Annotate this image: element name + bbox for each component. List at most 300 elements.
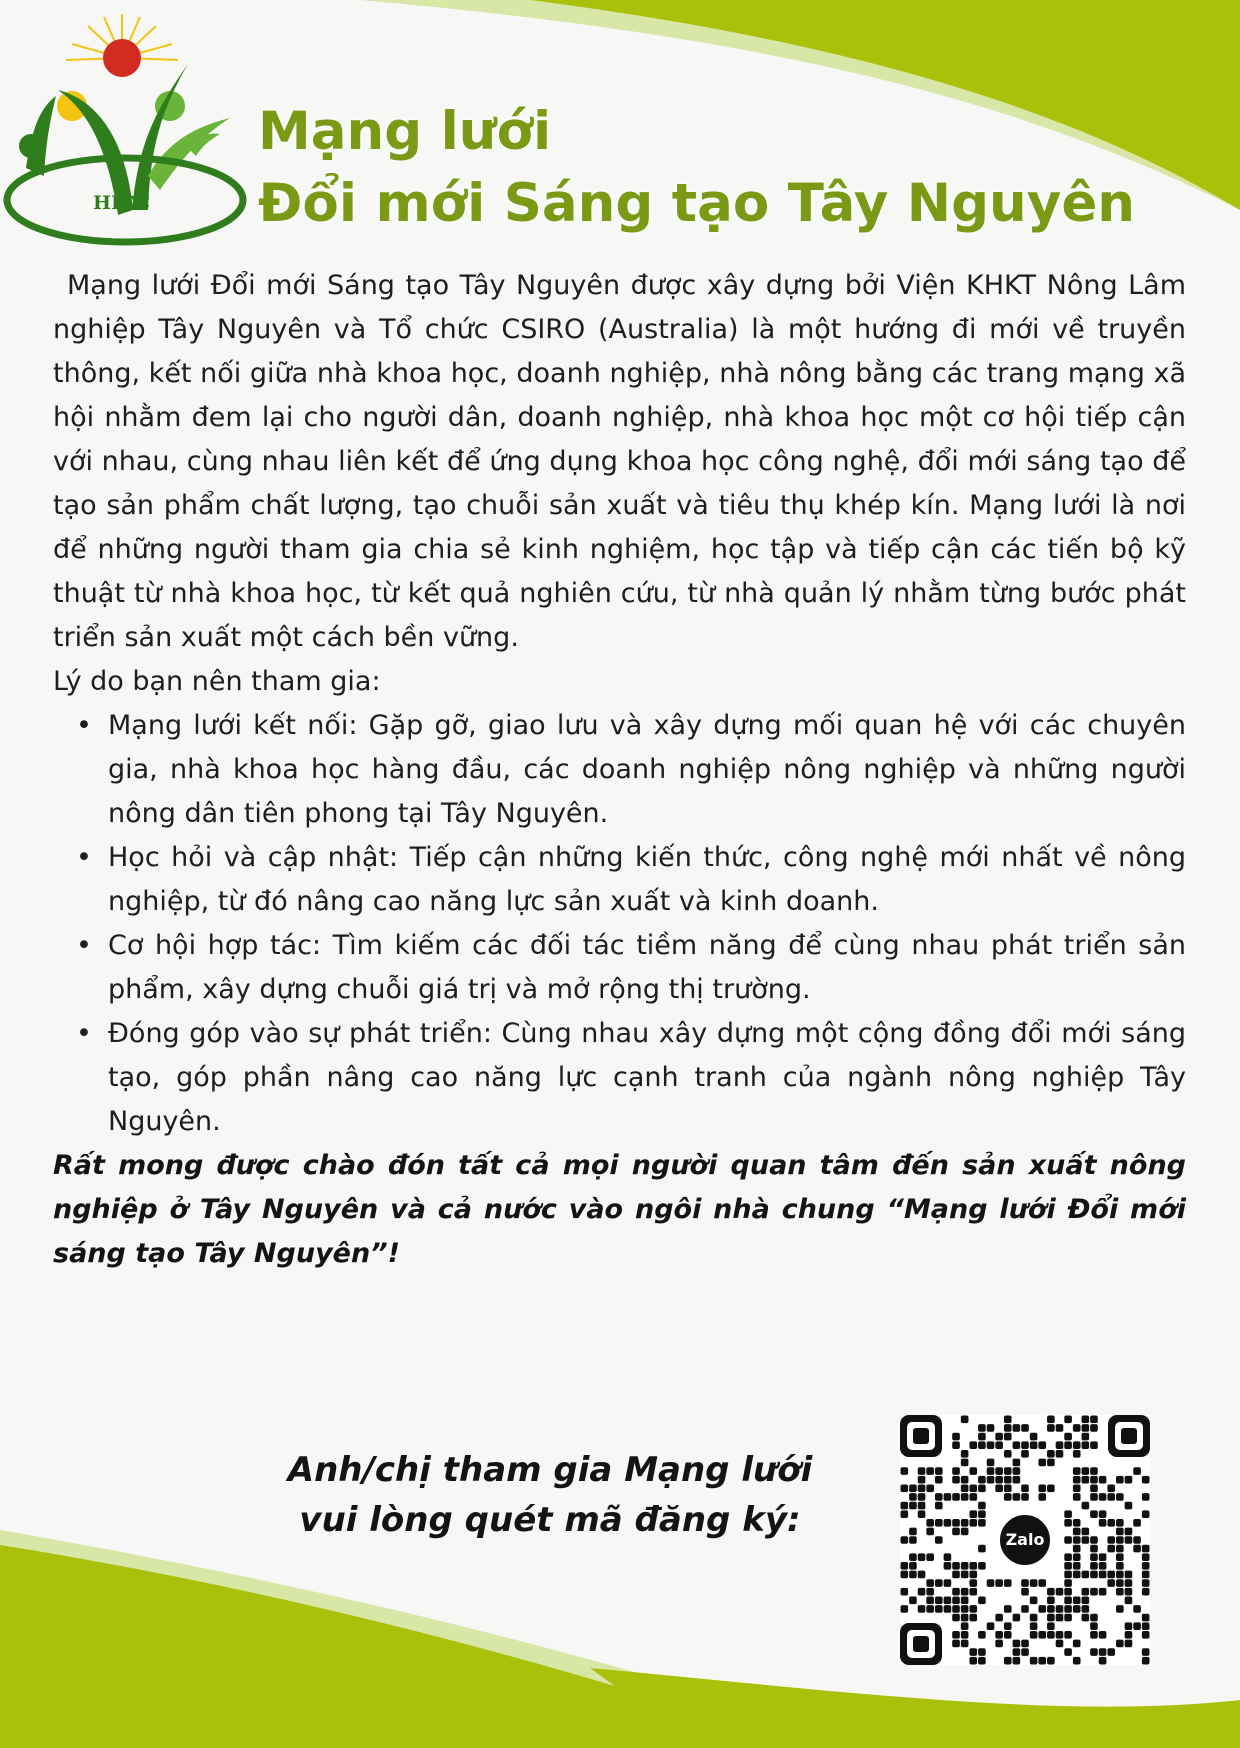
qr-module	[1073, 1597, 1081, 1605]
qr-module	[1030, 1657, 1038, 1665]
qr-module	[987, 1579, 995, 1587]
qr-module	[1047, 1631, 1055, 1639]
qr-module	[1013, 1467, 1021, 1475]
qr-module	[1073, 1476, 1081, 1484]
qr-module	[1099, 1476, 1107, 1484]
qr-module	[1073, 1528, 1081, 1536]
qr-module	[995, 1484, 1003, 1492]
qr-module	[952, 1467, 960, 1475]
qr-module	[1142, 1588, 1150, 1596]
qr-module	[935, 1519, 943, 1527]
qr-module	[1038, 1493, 1046, 1501]
qr-module	[1082, 1424, 1090, 1432]
qr-module	[918, 1467, 926, 1475]
qr-module	[1073, 1519, 1081, 1527]
qr-module	[1004, 1493, 1012, 1501]
qr-module	[1125, 1640, 1133, 1648]
qr-module	[978, 1502, 986, 1510]
qr-module	[1090, 1536, 1098, 1544]
qr-module	[1064, 1614, 1072, 1622]
qr-module	[1004, 1605, 1012, 1613]
qr-module	[918, 1605, 926, 1613]
qr-module	[1107, 1536, 1115, 1544]
qr-module	[909, 1502, 917, 1510]
qr-module	[918, 1476, 926, 1484]
qr-module	[1099, 1571, 1107, 1579]
qr-module	[1047, 1597, 1055, 1605]
qr-module	[1013, 1441, 1021, 1449]
qr-module	[918, 1571, 926, 1579]
qr-module	[1142, 1545, 1150, 1553]
qr-module	[969, 1588, 977, 1596]
qr-module	[987, 1424, 995, 1432]
qr-module	[1107, 1579, 1115, 1587]
qr-module	[1047, 1622, 1055, 1630]
qr-module	[961, 1631, 969, 1639]
qr-module	[926, 1597, 934, 1605]
qr-module	[1082, 1467, 1090, 1475]
qr-module	[1073, 1657, 1081, 1665]
qr-module	[1056, 1605, 1064, 1613]
qr-module	[1004, 1631, 1012, 1639]
qr-module	[1082, 1502, 1090, 1510]
qr-module	[1013, 1459, 1021, 1467]
qr-module	[1004, 1657, 1012, 1665]
qr-module	[935, 1579, 943, 1587]
title-line-2: Đổi mới Sáng tạo Tây Nguyên	[258, 173, 1136, 234]
qr-module	[969, 1562, 977, 1570]
qr-module	[926, 1553, 934, 1561]
qr-module	[1004, 1476, 1012, 1484]
qr-module	[1047, 1484, 1055, 1492]
qr-module	[969, 1614, 977, 1622]
qr-module	[1047, 1614, 1055, 1622]
qr-module	[1090, 1493, 1098, 1501]
qr-module	[901, 1571, 909, 1579]
title-line-1: Mạng lưới	[258, 101, 552, 162]
qr-module	[1064, 1433, 1072, 1441]
qr-module	[1107, 1648, 1115, 1656]
qr-module	[926, 1467, 934, 1475]
qr-module	[1064, 1441, 1072, 1449]
qr-module	[987, 1459, 995, 1467]
qr-module	[926, 1579, 934, 1587]
qr-module	[952, 1562, 960, 1570]
qr-module	[1021, 1648, 1029, 1656]
page-title	[258, 96, 1218, 240]
qr-module	[1064, 1562, 1072, 1570]
bullet-icon: •	[76, 710, 92, 741]
qr-module	[952, 1519, 960, 1527]
qr-module	[1021, 1484, 1029, 1492]
qr-module	[952, 1441, 960, 1449]
qr-module	[1082, 1433, 1090, 1441]
qr-module	[1116, 1579, 1124, 1587]
qr-module	[978, 1476, 986, 1484]
qr-module	[1082, 1597, 1090, 1605]
qr-module	[1116, 1605, 1124, 1613]
qr-module	[909, 1597, 917, 1605]
qr-module	[901, 1484, 909, 1492]
qr-module	[1090, 1476, 1098, 1484]
qr-module	[961, 1614, 969, 1622]
qr-module	[961, 1605, 969, 1613]
qr-module	[918, 1510, 926, 1518]
qr-module	[1090, 1510, 1098, 1518]
qr-module	[1073, 1605, 1081, 1613]
qr-module	[1125, 1502, 1133, 1510]
qr-module	[961, 1450, 969, 1458]
qr-module	[1056, 1614, 1064, 1622]
qr-module	[1142, 1648, 1150, 1656]
qr-module	[944, 1579, 952, 1587]
qr-module	[1142, 1571, 1150, 1579]
qr-module	[1142, 1510, 1150, 1518]
qr-module	[1125, 1476, 1133, 1484]
qr-module	[1125, 1588, 1133, 1596]
reasons-list	[53, 704, 1186, 1144]
qr-module	[1125, 1528, 1133, 1536]
qr-module	[961, 1622, 969, 1630]
intro-paragraph: Mạng lưới Đổi mới Sáng tạo Tây Nguyên được xây dựng bởi Viện KHKT Nông Lâm nghiệp Tây Nguyên và Tổ chức CSIRO (Australia) là một hướng đi mới về truyền thông, kết nối giữa nhà khoa học, doanh nghiệp, nhà nông bằng các trang mạng xã hội nhằm đem lại cho người dân, doanh nghiệp, nhà khoa học một cơ hội tiếp cận với nhau, cùng nhau liên kết để ứng dụng khoa học công nghệ, đổi mới sáng tạo để tạo sản phẩm chất lượng, tạo chuỗi sản xuất và tiêu thụ khép kín. Mạng lưới là nơi để những người tham gia chia sẻ kinh nghiệm, học tập và tiếp cận các tiến bộ kỹ thuật từ nhà khoa học, từ kết quả nghiên cứu, từ nhà quản lý nhằm từng bước phát triển sản xuất một cách bền vững.	[53, 270, 1186, 653]
qr-module	[1107, 1545, 1115, 1553]
qr-module	[918, 1588, 926, 1596]
qr-module	[1082, 1614, 1090, 1622]
qr-module	[1021, 1441, 1029, 1449]
qr-module	[1073, 1536, 1081, 1544]
qr-module	[961, 1416, 969, 1424]
qr-module	[1073, 1450, 1081, 1458]
qr-module	[1030, 1433, 1038, 1441]
cta-line-1: Anh/chị tham gia Mạng lưới	[287, 1450, 813, 1490]
list-item	[76, 924, 1186, 1012]
list-item-text: Đóng góp vào sự phát triển: Cùng nhau xây dựng một cộng đồng đổi mới sáng tạo, góp phần nâng cao năng lực cạnh tranh của ngành nông nghiệp Tây Nguyên.	[108, 1018, 1186, 1137]
qr-module	[1090, 1553, 1098, 1561]
qr-module	[1047, 1459, 1055, 1467]
qr-module	[969, 1648, 977, 1656]
qr-module	[952, 1476, 960, 1484]
qr-module	[961, 1459, 969, 1467]
qr-module	[961, 1640, 969, 1648]
qr-module	[1073, 1562, 1081, 1570]
qr-module	[909, 1553, 917, 1561]
qr-module	[1021, 1450, 1029, 1458]
list-item	[76, 836, 1186, 924]
qr-module	[1064, 1571, 1072, 1579]
qr-module	[969, 1493, 977, 1501]
qr-module	[1090, 1562, 1098, 1570]
qr-module	[987, 1476, 995, 1484]
qr-module	[909, 1536, 917, 1544]
qr-module	[987, 1467, 995, 1475]
qr-module	[1142, 1562, 1150, 1570]
qr-module	[1099, 1519, 1107, 1527]
qr-module	[926, 1484, 934, 1492]
qr-module	[901, 1502, 909, 1510]
qr-module	[1125, 1536, 1133, 1544]
qr-module	[1013, 1657, 1021, 1665]
qr-module	[1090, 1614, 1098, 1622]
qr-module	[1073, 1571, 1081, 1579]
qr-module	[926, 1528, 934, 1536]
list-item-text: Mạng lưới kết nối: Gặp gỡ, giao lưu và xây dựng mối quan hệ với các chuyên gia, nhà khoa học hàng đầu, các doanh nghiệp nông nghiệp và những người nông dân tiên phong tại Tây Nguyên.	[108, 710, 1186, 829]
qr-module	[995, 1433, 1003, 1441]
qr-module	[1047, 1605, 1055, 1613]
qr-module	[1073, 1545, 1081, 1553]
qr-module	[909, 1571, 917, 1579]
qr-module	[961, 1597, 969, 1605]
qr-module	[1038, 1631, 1046, 1639]
qr-module	[1090, 1588, 1098, 1596]
qr-module	[1116, 1545, 1124, 1553]
qr-module	[1133, 1605, 1141, 1613]
qr-module	[1030, 1614, 1038, 1622]
qr-module	[935, 1467, 943, 1475]
qr-module	[1099, 1631, 1107, 1639]
qr-module	[1107, 1484, 1115, 1492]
qr-module	[1021, 1579, 1029, 1587]
qr-module	[1073, 1467, 1081, 1475]
qr-module	[1030, 1441, 1038, 1449]
qr-module	[1125, 1631, 1133, 1639]
qr-module	[978, 1597, 986, 1605]
qr-module	[978, 1424, 986, 1432]
qr-module	[969, 1579, 977, 1587]
qr-module	[1125, 1579, 1133, 1587]
hicc-logo	[0, 0, 250, 250]
qr-module	[969, 1467, 977, 1475]
qr-finder-top-right	[1108, 1415, 1150, 1457]
qr-module	[935, 1536, 943, 1544]
qr-module	[995, 1631, 1003, 1639]
qr-module	[1047, 1450, 1055, 1458]
qr-module	[1107, 1493, 1115, 1501]
qr-module	[1004, 1467, 1012, 1475]
qr-module	[1090, 1484, 1098, 1492]
qr-module	[1064, 1519, 1072, 1527]
qr-module	[995, 1579, 1003, 1587]
qr-module	[978, 1648, 986, 1656]
qr-module	[944, 1605, 952, 1613]
qr-module	[1082, 1605, 1090, 1613]
body-content	[53, 264, 1186, 1276]
qr-module	[995, 1467, 1003, 1475]
qr-module	[1013, 1614, 1021, 1622]
qr-module	[1021, 1640, 1029, 1648]
qr-module	[1013, 1493, 1021, 1501]
qr-module	[1038, 1605, 1046, 1613]
qr-module	[935, 1597, 943, 1605]
qr-module	[1082, 1476, 1090, 1484]
qr-module	[1082, 1528, 1090, 1536]
qr-module	[909, 1493, 917, 1501]
qr-module	[987, 1622, 995, 1630]
qr-module	[952, 1493, 960, 1501]
qr-module	[1038, 1657, 1046, 1665]
qr-module	[969, 1484, 977, 1492]
qr-module	[1082, 1588, 1090, 1596]
qr-module	[1047, 1657, 1055, 1665]
qr-module	[1030, 1597, 1038, 1605]
qr-module	[1082, 1416, 1090, 1424]
qr-module	[1090, 1545, 1098, 1553]
qr-module	[978, 1631, 986, 1639]
qr-module	[1064, 1536, 1072, 1544]
qr-module	[961, 1484, 969, 1492]
qr-module	[1090, 1467, 1098, 1475]
qr-module	[952, 1433, 960, 1441]
list-item-text: Học hỏi và cập nhật: Tiếp cận những kiến thức, công nghệ mới nhất về nông nghiệp, từ đó nâng cao năng lực sản xuất và kinh doanh.	[108, 842, 1186, 917]
qr-module	[1090, 1424, 1098, 1432]
qr-module	[1116, 1536, 1124, 1544]
qr-module	[1047, 1588, 1055, 1596]
qr-module	[944, 1493, 952, 1501]
qr-module	[961, 1519, 969, 1527]
qr-module	[1073, 1640, 1081, 1648]
qr-module	[926, 1605, 934, 1613]
qr-module	[1056, 1441, 1064, 1449]
qr-module	[1090, 1622, 1098, 1630]
qr-module	[1073, 1484, 1081, 1492]
list-item	[76, 1012, 1186, 1144]
qr-module	[987, 1441, 995, 1449]
qr-module	[1004, 1579, 1012, 1587]
qr-module	[995, 1476, 1003, 1484]
qr-module	[961, 1588, 969, 1596]
qr-module	[1004, 1416, 1012, 1424]
qr-module	[961, 1528, 969, 1536]
qr-module	[952, 1631, 960, 1639]
qr-module	[952, 1614, 960, 1622]
bullet-icon: •	[76, 930, 92, 961]
qr-module	[1099, 1588, 1107, 1596]
qr-module	[901, 1510, 909, 1518]
qr-module	[1116, 1562, 1124, 1570]
qr-module	[1116, 1640, 1124, 1648]
qr-module	[952, 1597, 960, 1605]
qr-module	[1116, 1553, 1124, 1561]
qr-module	[1116, 1519, 1124, 1527]
qr-module	[1064, 1416, 1072, 1424]
qr-module	[961, 1571, 969, 1579]
qr-module	[926, 1519, 934, 1527]
svg-text:HICC: HICC	[93, 192, 151, 214]
qr-module	[1082, 1536, 1090, 1544]
qr-module	[978, 1562, 986, 1570]
qr-module	[1056, 1450, 1064, 1458]
qr-module	[969, 1441, 977, 1449]
qr-module	[969, 1657, 977, 1665]
reasons-heading: Lý do bạn nên tham gia:	[53, 666, 381, 697]
qr-module	[1116, 1571, 1124, 1579]
qr-module	[1142, 1657, 1150, 1665]
welcome-message: Rất mong được chào đón tất cả mọi người quan tâm đến sản xuất nông nghiệp ở Tây Nguyên và cả nước vào ngôi nhà chung “Mạng lưới Đổi mới sáng tạo Tây Nguyên”!	[53, 1150, 1186, 1269]
qr-module	[901, 1562, 909, 1570]
qr-module	[1030, 1579, 1038, 1587]
sun-icon	[66, 14, 178, 77]
qr-module	[1125, 1622, 1133, 1630]
cta-line-2: vui lòng quét mã đăng ký:	[299, 1500, 801, 1540]
qr-module	[944, 1519, 952, 1527]
qr-module	[1090, 1416, 1098, 1424]
qr-module	[1133, 1467, 1141, 1475]
qr-module	[1013, 1476, 1021, 1484]
qr-module	[1116, 1476, 1124, 1484]
list-item	[76, 704, 1186, 836]
qr-module	[1064, 1648, 1072, 1656]
qr-module	[978, 1441, 986, 1449]
qr-finder-bottom-left	[900, 1623, 942, 1665]
qr-module	[1056, 1640, 1064, 1648]
qr-module	[961, 1562, 969, 1570]
qr-module	[944, 1562, 952, 1570]
qr-module	[1030, 1622, 1038, 1630]
qr-module	[1142, 1476, 1150, 1484]
list-item-text: Cơ hội hợp tác: Tìm kiếm các đối tác tiềm năng để cùng nhau phát triển sản phẩm, xây dựng chuỗi giá trị và mở rộng thị trường.	[108, 930, 1186, 1005]
qr-module	[901, 1605, 909, 1613]
qr-module	[1082, 1571, 1090, 1579]
qr-module	[1064, 1553, 1072, 1561]
qr-module	[935, 1502, 943, 1510]
qr-module	[1004, 1622, 1012, 1630]
qr-module	[1013, 1424, 1021, 1432]
qr-module	[1038, 1579, 1046, 1587]
qr-module	[1038, 1484, 1046, 1492]
zalo-qr-code[interactable]	[900, 1415, 1150, 1665]
qr-finder-top-left	[900, 1415, 942, 1457]
qr-module	[1064, 1510, 1072, 1518]
qr-module	[952, 1588, 960, 1596]
qr-module	[969, 1519, 977, 1527]
qr-module	[1099, 1493, 1107, 1501]
qr-module	[935, 1493, 943, 1501]
bottom-right-swoosh	[590, 1668, 1240, 1748]
qr-module	[1004, 1450, 1012, 1458]
bullet-icon: •	[76, 842, 92, 873]
qr-module	[909, 1484, 917, 1492]
qr-module	[1047, 1424, 1055, 1432]
qr-module	[1142, 1493, 1150, 1501]
qr-module	[944, 1553, 952, 1561]
qr-module	[1004, 1433, 1012, 1441]
qr-module	[1099, 1648, 1107, 1656]
qr-module	[1056, 1588, 1064, 1596]
qr-module	[1073, 1493, 1081, 1501]
qr-module	[1013, 1640, 1021, 1648]
qr-module	[1038, 1441, 1046, 1449]
qr-module	[978, 1484, 986, 1492]
qr-module	[1073, 1424, 1081, 1432]
qr-module	[961, 1493, 969, 1501]
qr-module	[1064, 1631, 1072, 1639]
qr-module	[935, 1605, 943, 1613]
qr-module	[1116, 1493, 1124, 1501]
qr-module	[901, 1588, 909, 1596]
qr-module	[1004, 1424, 1012, 1432]
qr-module	[1125, 1597, 1133, 1605]
qr-module	[1047, 1416, 1055, 1424]
qr-module	[1099, 1562, 1107, 1570]
qr-module	[1064, 1605, 1072, 1613]
qr-module	[1090, 1441, 1098, 1449]
qr-module	[978, 1510, 986, 1518]
qr-module	[978, 1519, 986, 1527]
qr-module	[1133, 1519, 1141, 1527]
qr-module	[995, 1614, 1003, 1622]
qr-module	[1090, 1648, 1098, 1656]
qr-module	[1133, 1545, 1141, 1553]
qr-module	[1142, 1553, 1150, 1561]
